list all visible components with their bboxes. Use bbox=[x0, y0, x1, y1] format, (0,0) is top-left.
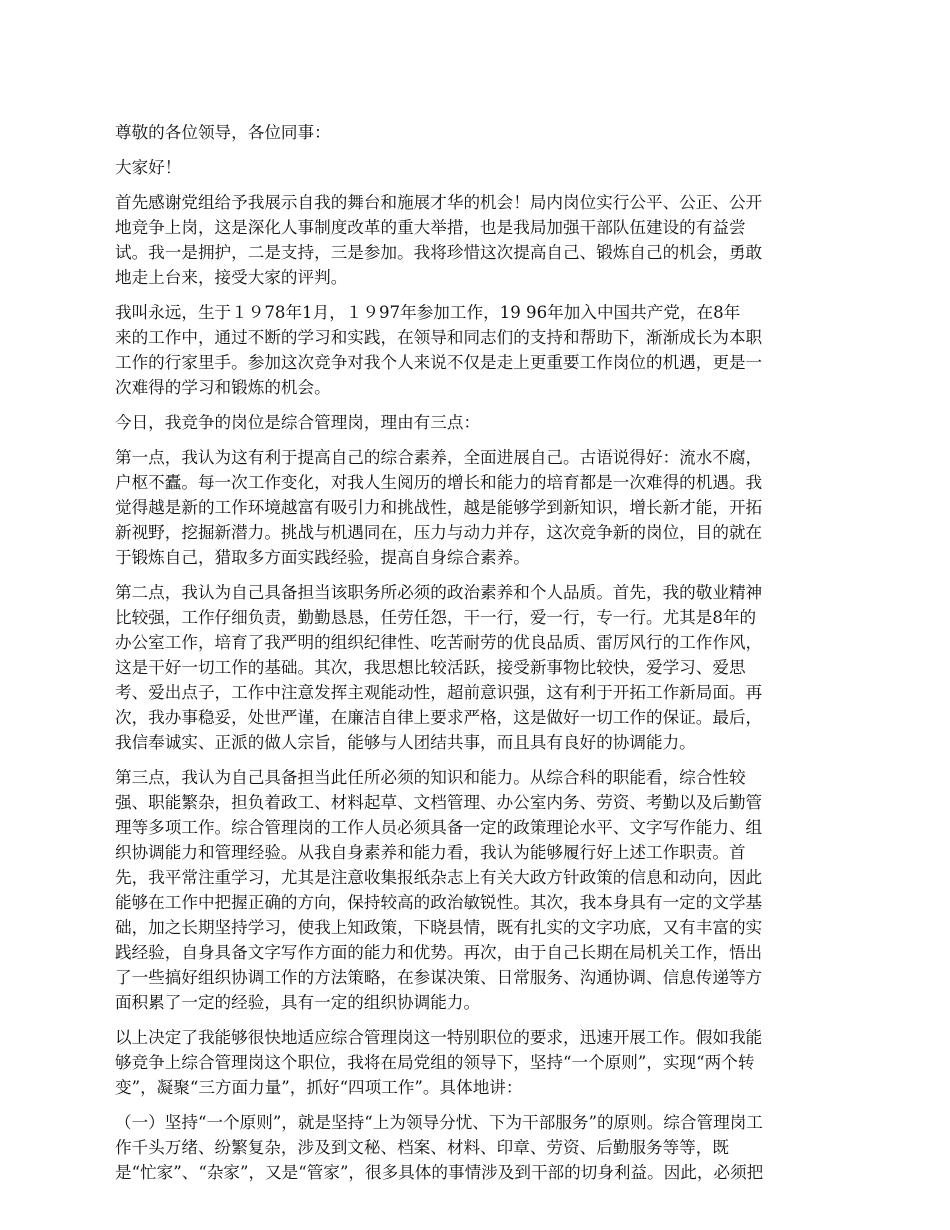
paragraph-point-three: 第三点，我认为自己具备担当此任所必须的知识和能力。从综合科的职能看，综合性较 强、职能繁杂，担负着政工、材料起草、文档管理、办公室内务、劳资、考勤以及后勤管 理等多项工作。综合管理岗的工作人员必须具备一定的政策理论水平、文字写作能力、组 织协调能力和管理经验。从我自身素养和能力看，我认为能够履行好上述工作职责。首 先，我平常注重学习，尤其是注意收集报纸杂志上有关大政方针政策的信息和动向，因此 能够在工作中把握正确的方向，保持较高的政治敏锐性。其次，我本身具有一定的文学基 础，加之长期坚持学习，使我上知政策，下晓县情，既有扎实的文字功底，又有丰富的实 践经验，自身具备文字写作方面的能力和优势。再次，由于自己长期在局机关工作，悟出 了一些搞好组织协调工作的方法策略，在参谋决策、日常服务、沟通协调、信息传递等方 面积累了一定的经验，具有一定的组织协调能力。 bbox=[115, 768, 763, 1012]
paragraph-intro: 首先感谢党组给予我展示自我的舞台和施展才华的机会！局内岗位实行公平、公正、公开 地竞争上岗，这是深化人事制度改革的重大举措，也是我局加强干部队伍建设的有益尝 试。我一是拥护，二是支持，三是参加。我将珍惜这次提高自己、锻炼自己的机会，勇敢 地走上台来，接受大家的评判。 bbox=[115, 193, 763, 287]
paragraph-point-one: 第一点，我认为这有利于提高自己的综合素养，全面进展自己。古语说得好：流水不腐， 户枢不蠹。每一次工作变化，对我人生阅历的增长和能力的培育都是一次难得的机遇。我 觉得越是新的工作环境越富有吸引力和挑战性，越是能够学到新知识，增长新才能，开拓 新视野，挖掘新潜力。挑战与机遇同在，压力与动力并存，这次竞争新的岗位，目的就在 于锻炼自己，猎取多方面实践经验，提高自身综合素养。 bbox=[115, 448, 763, 567]
greeting: 大家好！ bbox=[115, 158, 182, 177]
paragraph-point-two: 第二点，我认为自己具备担当该职务所必须的政治素养和个人品质。首先，我的敬业精神 比较强，工作仔细负责，勤勤恳恳，任劳任怨，干一行，爱一行，专一行。尤其是8年的 办公室工作，培育了我严明的组织纪律性、吃苦耐劳的优良品质、雷厉风行的工作作风， 这是干好一切工作的基础。其次，我思想比较活跃，接受新事物比较快，爱学习、爱思 考、爱出点子，工作中注意发挥主观能动性，超前意识强，这有利于开拓工作新局面。再 次，我办事稳妥，处世严谨，在廉洁自律上要求严格，这是做好一切工作的保证。最后， 我信奉诚实、正派的做人宗旨，能够与人团结共事，而且具有良好的协调能力。 bbox=[115, 583, 763, 752]
salutation: 尊敬的各位领导，各位同事： bbox=[115, 123, 331, 142]
paragraph-position: 今日，我竞争的岗位是综合管理岗，理由有三点： bbox=[115, 413, 481, 432]
paragraph-summary: 以上决定了我能够很快地适应综合管理岗这一特别职位的要求，迅速开展工作。假如我能 够竞争上综合管理岗这个职位，我将在局党组的领导下，坚持“一个原则”，实现“两个转 变”，凝聚“三方面力量”，抓好“四项工作”。具体地讲： bbox=[115, 1028, 763, 1097]
paragraph-principle: （一）坚持“一个原则”，就是坚持“上为领导分忧、下为干部服务”的原则。综合管理岗工 作千头万绪、纷繁复杂，涉及到文秘、档案、材料、印章、劳资、后勤服务等等，既 是“忙家”、“杂家”，又是“管家”，很多具体的事情涉及到干部的切身利益。因此，必须把 bbox=[115, 1113, 764, 1182]
paragraph-self-introduction: 我叫永远，生于１９78年1月，１９97年参加工作，19 96年加入中国共产党，在8年 来的工作中，通过不断的学习和实践，在领导和同志们的支持和帮助下，渐渐成长为本职 工作的行家里手。参加这次竞争对我个人来说不仅是走上更重要工作岗位的机遇，更是一 次难得的学习和锻炼的机会。 bbox=[115, 303, 763, 397]
document-page bbox=[115, 120, 840, 1195]
